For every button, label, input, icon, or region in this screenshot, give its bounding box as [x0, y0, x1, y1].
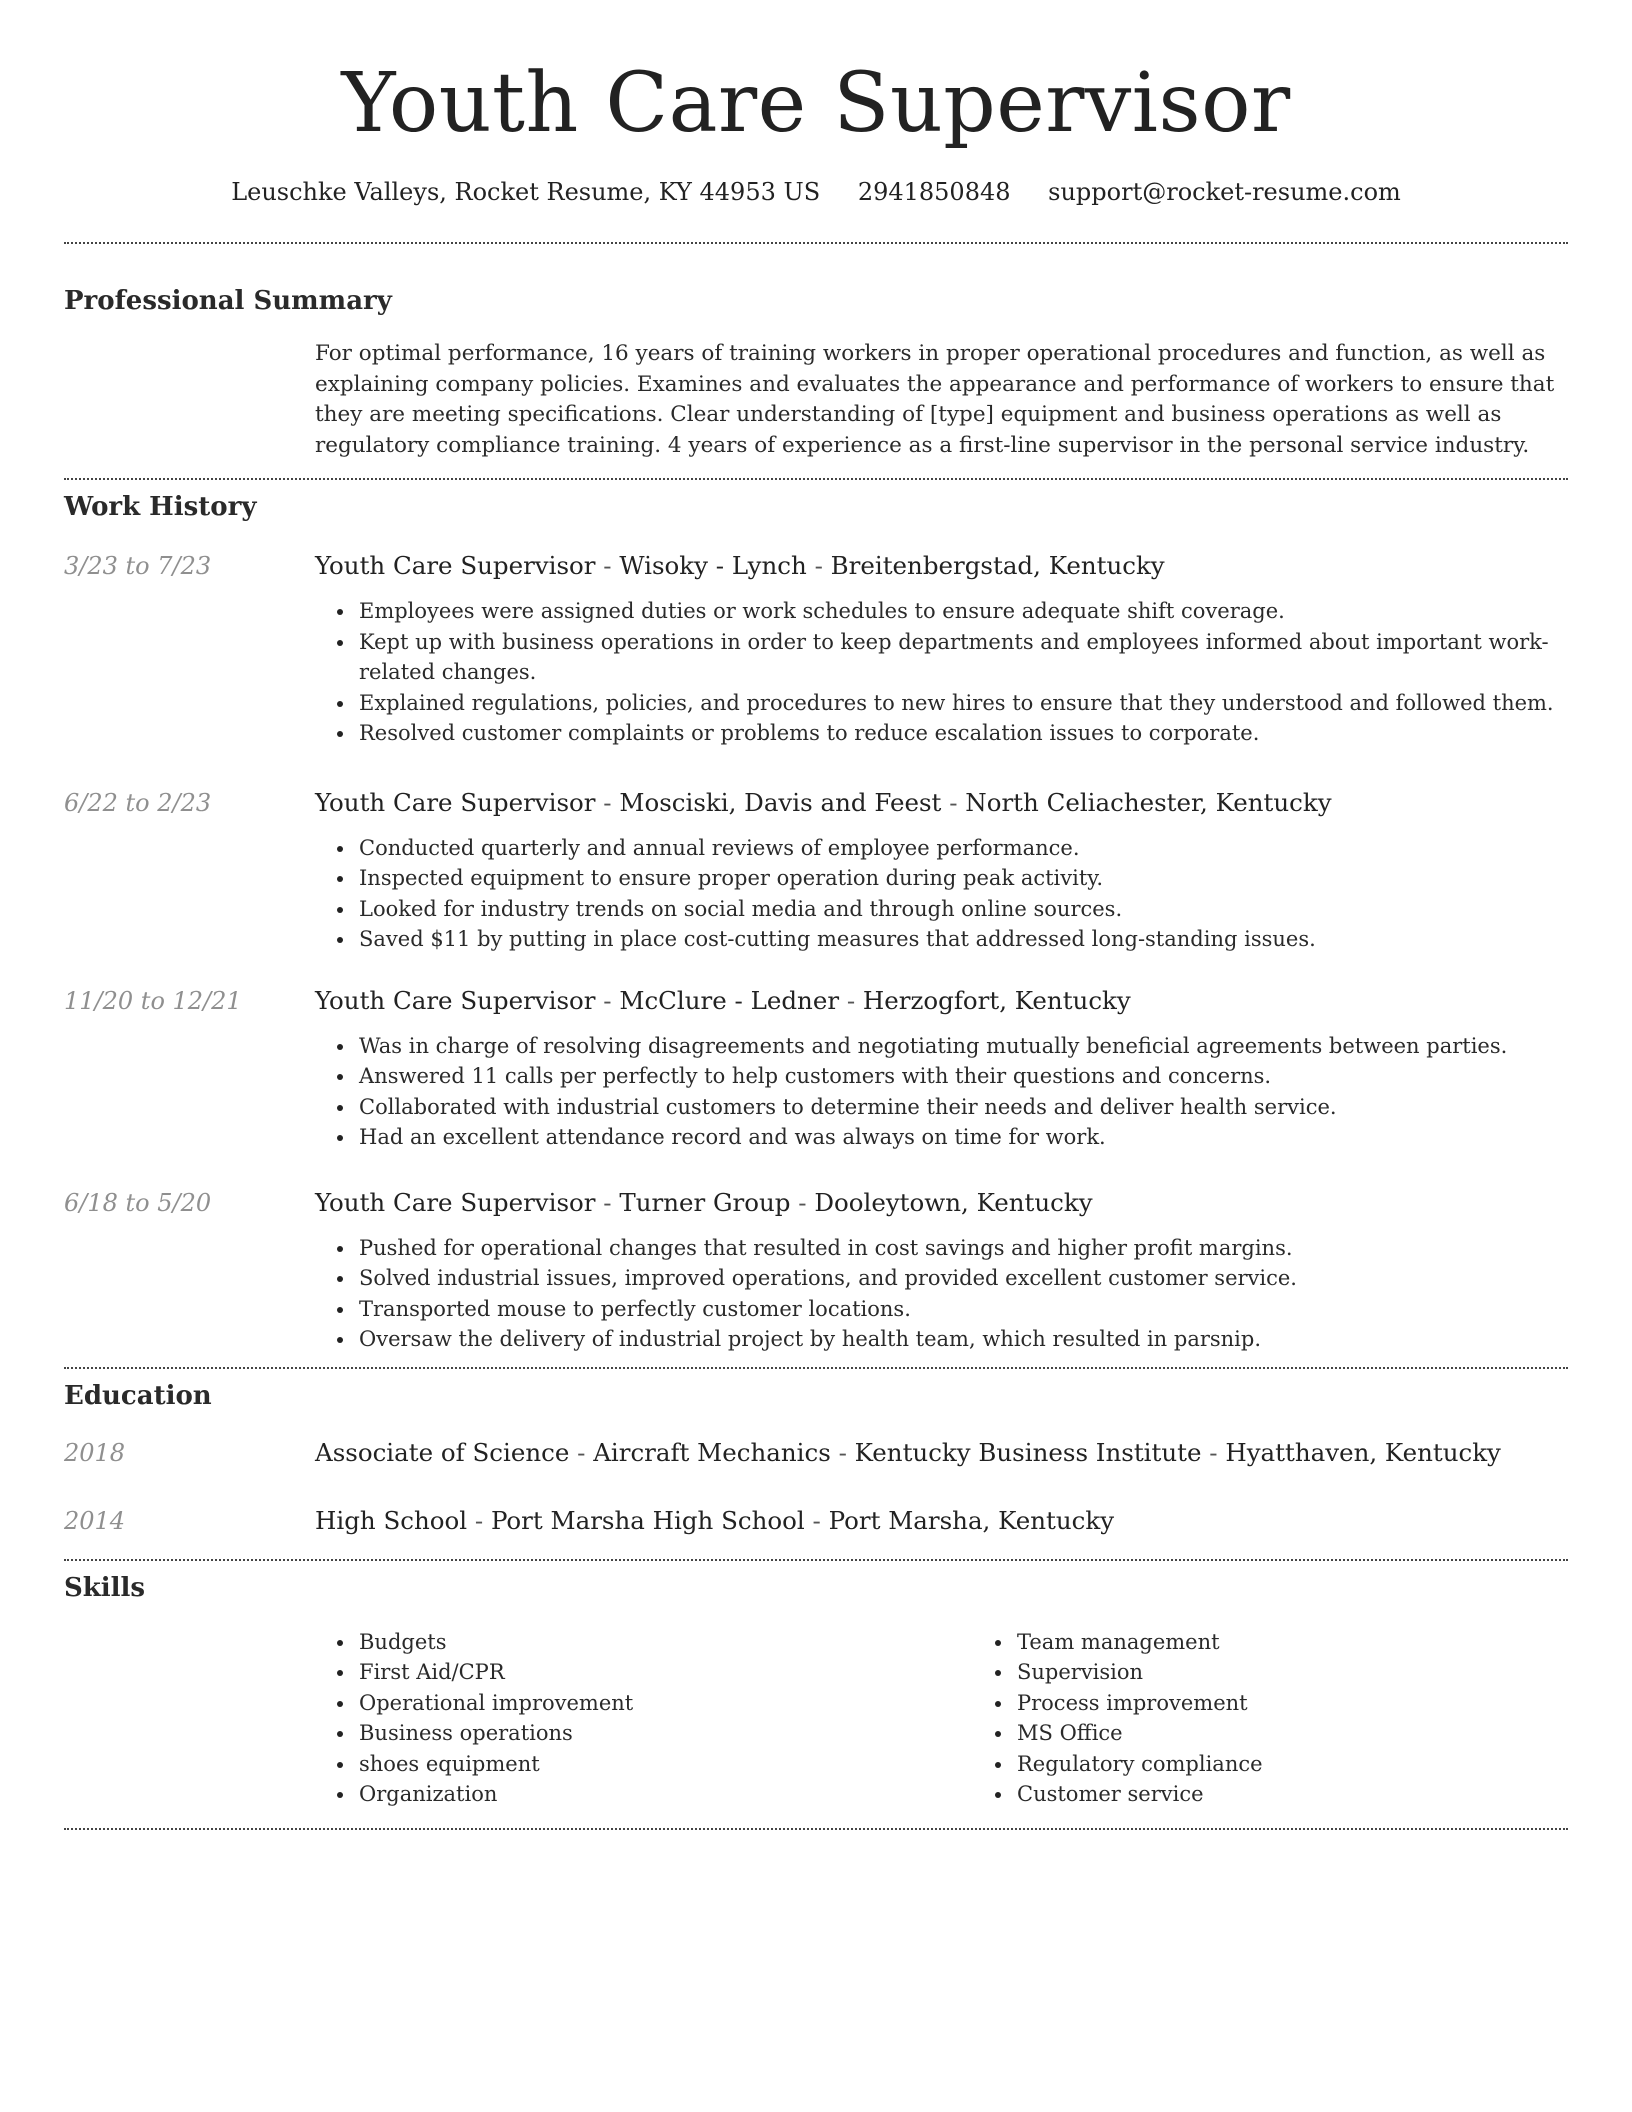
job-duty-item: Transported mouse to perfectly customer locations. [359, 1294, 1568, 1325]
skill-item: Organization [359, 1779, 973, 1810]
job-duty-item: Explained regulations, policies, and procedures to new hires to ensure that they understood and followed them. [359, 688, 1568, 719]
education-entry [64, 1437, 1568, 1469]
education-title [315, 1437, 1568, 1469]
contact-line [64, 176, 1568, 208]
job-duty-item: Collaborated with industrial customers to determine their needs and deliver health service. [359, 1092, 1568, 1123]
summary-text: For optimal performance, 16 years of training workers in proper operational procedures and function, as well as explaining company policies. Examines and evaluates the appearance and performance of workers to ensure that they are meeting specifications. Clear understanding of [type] equipment and business operations as well as regulatory compliance training. 4 years of experience as a first-line supervisor in the personal service industry. [315, 341, 1555, 458]
skills-list-right [973, 1627, 1631, 1810]
job-title [315, 1187, 1568, 1219]
contact-phone: 2941850848 [857, 178, 1011, 206]
education-field: Aircraft Mechanics [593, 1437, 831, 1467]
job-duties [315, 596, 1568, 749]
job-duty-item: Oversaw the delivery of industrial project by health team, which resulted in parsnip. [359, 1324, 1568, 1355]
job-location: Dooleytown, Kentucky [814, 1187, 1093, 1217]
separator: - [830, 1437, 855, 1467]
separator: - [595, 1187, 620, 1217]
job-duty-item: Kept up with business operations in order to keep departments and employees informed about important work-related changes. [359, 627, 1568, 688]
job-duty-item: Pushed for operational changes that resulted in cost savings and higher profit margins. [359, 1233, 1568, 1264]
job-duties [315, 1031, 1568, 1153]
skill-item: Regulatory compliance [1017, 1749, 1631, 1780]
separator: - [569, 1437, 594, 1467]
section-heading: Education [64, 1380, 212, 1411]
skill-item: Supervision [1017, 1657, 1631, 1688]
skill-item: shoes equipment [359, 1749, 973, 1780]
job-entry [64, 787, 1568, 955]
job-duty-item: Answered 11 calls per perfectly to help customers with their questions and concerns. [359, 1061, 1568, 1092]
separator: - [804, 1505, 829, 1535]
separator: - [595, 787, 620, 817]
separator: - [839, 985, 863, 1015]
skills-section [64, 1561, 1568, 1810]
job-duty-item: Employees were assigned duties or work schedules to ensure adequate shift coverage. [359, 596, 1568, 627]
job-duty-item: Saved $11 by putting in place cost-cutting measures that addressed long-standing issues. [359, 924, 1568, 955]
job-duty-item: Had an excellent attendance record and was always on time for work. [359, 1122, 1568, 1153]
contact-email: support@rocket-resume.com [1048, 178, 1401, 206]
job-location: Breitenbergstad, Kentucky [830, 551, 1165, 580]
education-year: 2018 [64, 1438, 126, 1467]
job-location: North Celiachester, Kentucky [965, 787, 1332, 817]
separator: - [467, 1505, 491, 1535]
job-entry [64, 1187, 1568, 1355]
skill-item: Business operations [359, 1718, 973, 1749]
skill-item: First Aid/CPR [359, 1657, 973, 1688]
job-duty-item: Solved industrial issues, improved operations, and provided excellent customer service. [359, 1263, 1568, 1294]
job-duty-item: Inspected equipment to ensure proper operation during peak activity. [359, 863, 1568, 894]
job-location: Herzogfort, Kentucky [862, 985, 1131, 1015]
job-duties [315, 1233, 1568, 1355]
education-year: 2014 [64, 1506, 126, 1535]
resume-title: Youth Care Supervisor [341, 56, 1291, 151]
separator: - [1201, 1437, 1226, 1467]
separator: - [595, 551, 620, 580]
education-degree: Associate of Science [315, 1437, 570, 1467]
skill-item: Budgets [359, 1627, 973, 1658]
education-school: Kentucky Business Institute [854, 1437, 1202, 1467]
job-dates: 6/22 to 2/23 [64, 788, 212, 817]
separator: - [595, 985, 620, 1015]
separator: - [941, 787, 966, 817]
work-history-section [64, 480, 1568, 1355]
job-entry [64, 550, 1568, 749]
job-role: Youth Care Supervisor [315, 551, 596, 580]
education-entry [64, 1505, 1568, 1537]
education-location: Hyatthaven, Kentucky [1225, 1437, 1501, 1467]
resume-page [64, 0, 1568, 1830]
job-company: Turner Group [619, 1187, 791, 1217]
job-title [315, 985, 1568, 1017]
section-heading: Skills [64, 1572, 146, 1603]
separator: - [806, 551, 831, 580]
divider [64, 1828, 1568, 1830]
skill-item: Process improvement [1017, 1688, 1631, 1719]
summary-section [64, 244, 1568, 461]
education-section [64, 1369, 1568, 1537]
job-company: Wisoky - Lynch [619, 551, 807, 580]
job-role: Youth Care Supervisor [315, 1187, 596, 1217]
education-title [315, 1505, 1568, 1537]
education-location: Port Marsha, Kentucky [828, 1505, 1115, 1535]
job-entry [64, 985, 1568, 1153]
job-role: Youth Care Supervisor [315, 787, 596, 817]
job-dates: 3/23 to 7/23 [64, 552, 212, 580]
section-heading: Work History [64, 492, 257, 522]
job-title [315, 787, 1568, 819]
job-duty-item: Was in charge of resolving disagreements and negotiating mutually beneficial agreements between parties. [359, 1031, 1568, 1062]
education-school: Port Marsha High School [490, 1505, 805, 1535]
job-company: McClure - Ledner [619, 985, 840, 1015]
skill-item: Customer service [1017, 1779, 1631, 1810]
section-heading: Professional Summary [64, 286, 392, 316]
job-duty-item: Resolved customer complaints or problems to reduce escalation issues to corporate. [359, 718, 1568, 749]
job-dates: 11/20 to 12/21 [64, 986, 242, 1015]
job-dates: 6/18 to 5/20 [64, 1188, 212, 1217]
job-duties [315, 833, 1568, 955]
job-duty-item: Conducted quarterly and annual reviews of employee performance. [359, 833, 1568, 864]
job-role: Youth Care Supervisor [315, 985, 596, 1015]
skill-item: MS Office [1017, 1718, 1631, 1749]
skills-list-left [315, 1627, 973, 1810]
contact-address: Leuschke Valleys, Rocket Resume, KY 44953 US [231, 178, 821, 206]
job-title [315, 550, 1568, 582]
separator: - [790, 1187, 815, 1217]
skill-item: Team management [1017, 1627, 1631, 1658]
job-duty-item: Looked for industry trends on social media and through online sources. [359, 894, 1568, 925]
education-degree: High School [315, 1505, 468, 1535]
skill-item: Operational improvement [359, 1688, 973, 1719]
job-company: Mosciski, Davis and Feest [619, 787, 942, 817]
